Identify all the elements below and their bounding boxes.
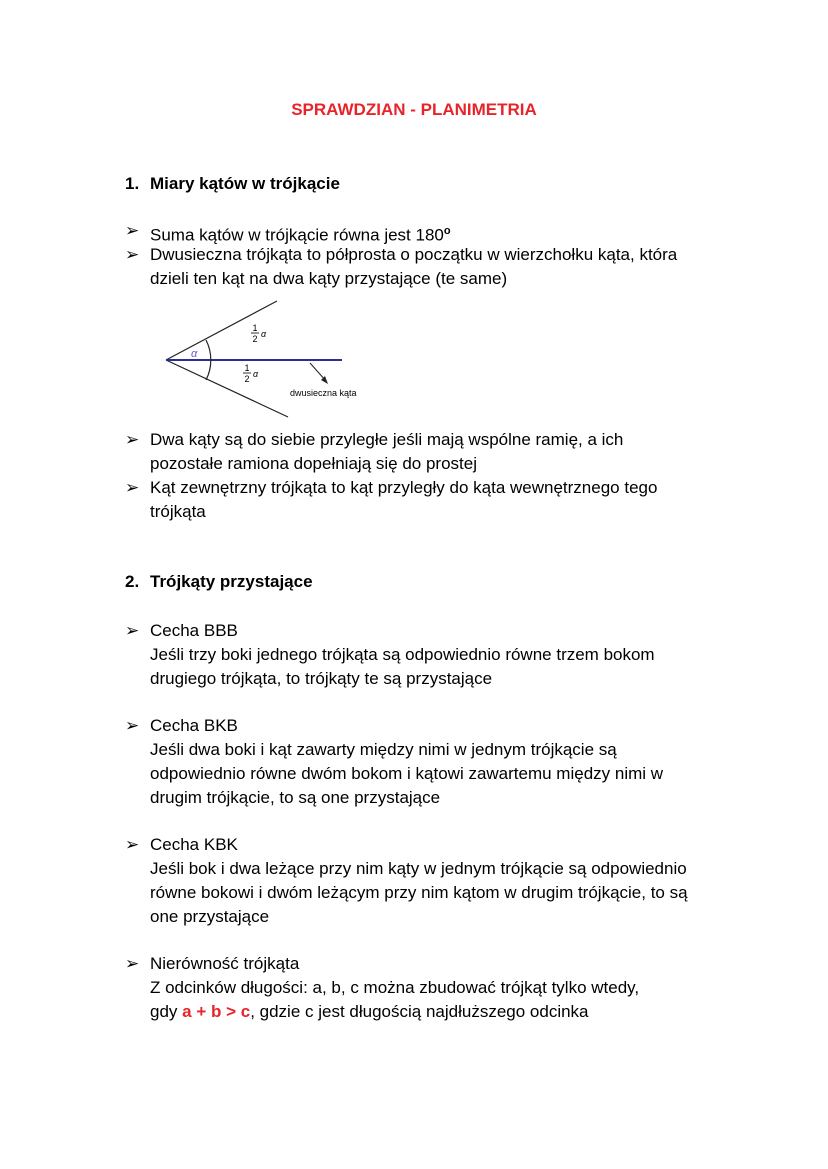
section-1-title: Miary kątów w trójkącie xyxy=(150,174,340,193)
section-1-heading xyxy=(125,174,340,194)
bullet-cecha-bkb xyxy=(125,714,745,810)
bullet-arrow-icon: ➢ xyxy=(125,245,140,264)
bullet-arrow-icon: ➢ xyxy=(125,430,140,449)
lower-arm xyxy=(166,360,288,417)
section-1-number: 1. xyxy=(125,174,140,193)
bullet-text: odpowiednio równe dwóm bokom i kątowi zawartemu między nimi w xyxy=(150,764,664,783)
bullet-text: trójkąta xyxy=(150,502,206,521)
bullet-text: Dwusieczna trójkąta to półprosta o początku w wierzchołku kąta, która xyxy=(150,245,678,264)
bullet-text: Z odcinków długości: a, b, c można zbudować trójkąt tylko wtedy, xyxy=(150,978,640,997)
bullet-cecha-bbb xyxy=(125,619,745,691)
bullet-text: Dwa kąty są do siebie przyległe jeśli mają wspólne ramię, a ich xyxy=(150,430,624,449)
bullet-cecha-kbk xyxy=(125,833,745,929)
bisector-label: dwusieczna kąta xyxy=(290,388,357,398)
half-denominator: 2 xyxy=(252,334,258,344)
bullet-text: Jeśli bok i dwa leżące przy nim kąty w jednym trójkącie są odpowiednio xyxy=(150,859,687,878)
bullet-text: dzieli ten kąt na dwa kąty przystające (te same) xyxy=(150,269,508,288)
degree-symbol: o xyxy=(443,225,451,237)
bullet-title: Cecha KBK xyxy=(150,835,238,854)
page-title: SPRAWDZIAN - PLANIMETRIA xyxy=(291,100,537,119)
bullet-arrow-icon: ➢ xyxy=(125,835,140,854)
bullet-adjacent-angles xyxy=(125,428,745,476)
bullet-text: Kąt zewnętrzny trójkąta to kąt przyległy do kąta wewnętrznego tego xyxy=(150,478,658,497)
bullet-text: one przystające xyxy=(150,907,270,926)
half-alpha: α xyxy=(261,329,267,339)
bullet-text: Jeśli trzy boki jednego trójkąta są odpowiednio równe trzem bokom xyxy=(150,645,655,664)
section-2-heading xyxy=(125,572,313,592)
bullet-arrow-icon: ➢ xyxy=(125,954,140,973)
bullet-arrow-icon: ➢ xyxy=(125,716,140,735)
inequality-formula: a + b > c xyxy=(182,1002,251,1021)
alpha-label: α xyxy=(191,348,198,360)
section-2-number: 2. xyxy=(125,572,140,591)
bullet-triangle-inequality xyxy=(125,952,745,1024)
bisector-diagram xyxy=(160,297,380,421)
bullet-arrow-icon: ➢ xyxy=(125,478,140,497)
half-alpha: α xyxy=(253,369,259,379)
bullet-text: Suma kątów w trójkącie równa jest 180 xyxy=(150,225,444,245)
bullet-arrow-icon: ➢ xyxy=(125,621,140,640)
bullet-text: równe bokowi i dwóm leżącym przy nim kątom w drugim trójkącie, to są xyxy=(150,883,688,902)
bullet-text: gdy xyxy=(150,1002,183,1021)
bullet-arrow-icon: ➢ xyxy=(125,221,140,240)
bullet-text: drugim trójkącie, to są one przystające xyxy=(150,788,441,807)
half-numerator: 1 xyxy=(252,323,258,333)
bullet-bisector xyxy=(125,243,745,291)
half-numerator: 1 xyxy=(244,363,250,373)
section-2-title: Trójkąty przystające xyxy=(150,572,313,591)
bullet-title: Nierówność trójkąta xyxy=(150,954,300,973)
bullet-text: drugiego trójkąta, to trójkąty te są przystające xyxy=(150,669,493,688)
bullet-text: pozostałe ramiona dopełniają się do prostej xyxy=(150,454,477,473)
bullet-text: , gdzie c jest długością najdłuższego odcinka xyxy=(250,1002,589,1021)
bullet-title: Cecha BKB xyxy=(150,716,238,735)
bullet-text: Jeśli dwa boki i kąt zawarty między nimi w jednym trójkącie są xyxy=(150,740,617,759)
bullet-exterior-angle xyxy=(125,476,745,524)
half-denominator: 2 xyxy=(244,374,250,384)
bullet-title: Cecha BBB xyxy=(150,621,238,640)
